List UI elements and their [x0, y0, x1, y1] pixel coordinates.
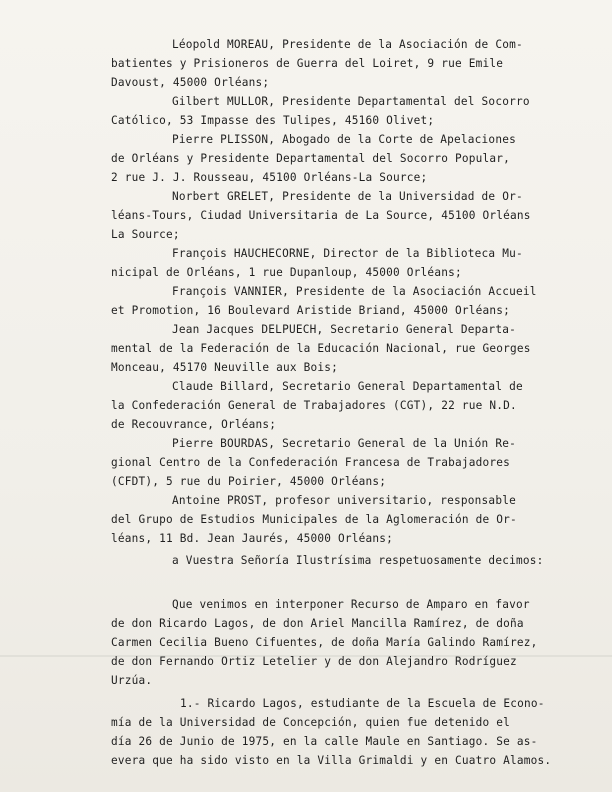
text-line: Católico, 53 Impasse des Tulipes, 45160 Olivet; [111, 114, 435, 127]
text-line: 1.- Ricardo Lagos, estudiante de la Escuela de Econo- [180, 697, 545, 710]
text-line: a Vuestra Señoría Ilustrísima respetuosamente decimos: [172, 554, 544, 567]
text-line: Norbert GRELET, Presidente de la Universidad de Or- [172, 190, 523, 203]
text-line: mía de la Universidad de Concepción, quien fue detenido el [111, 716, 510, 729]
text-line: (CFDT), 5 rue du Poirier, 45000 Orléans; [111, 475, 387, 488]
text-line: Gilbert MULLOR, Presidente Departamental del Socorro [172, 95, 530, 108]
text-line: Claude Billard, Secretario General Departamental de [172, 380, 523, 393]
text-line: del Grupo de Estudios Municipales de la Aglomeración de Or- [111, 513, 517, 526]
text-line: 2 rue J. J. Rousseau, 45100 Orléans-La Source; [111, 171, 428, 184]
text-line: léans-Tours, Ciudad Universitaria de La Source, 45100 Orléans [111, 209, 531, 222]
text-line: Pierre BOURDAS, Secretario General de la Unión Re- [172, 437, 516, 450]
text-line: Davoust, 45000 Orléans; [111, 76, 270, 89]
text-line: Léopold MOREAU, Presidente de la Asociación de Com- [172, 38, 523, 51]
text-line: evera que ha sido visto en la Villa Grimaldi y en Cuatro Alamos. [111, 754, 552, 767]
text-line: léans, 11 Bd. Jean Jaurés, 45000 Orléans; [111, 532, 394, 545]
text-line: día 26 de Junio de 1975, en la calle Maule en Santiago. Se as- [111, 735, 538, 748]
text-line: La Source; [111, 228, 180, 241]
text-line: mental de la Federación de la Educación Nacional, rue Georges [111, 342, 531, 355]
text-line: Jean Jacques DELPUECH, Secretario General Departa- [172, 323, 516, 336]
text-line: batientes y Prisioneros de Guerra del Loiret, 9 rue Emile [111, 57, 504, 70]
text-line: François HAUCHECORNE, Director de la Biblioteca Mu- [172, 247, 523, 260]
text-line: François VANNIER, Presidente de la Asociación Accueil [172, 285, 537, 298]
text-line: de Orléans y Presidente Departamental del Socorro Popular, [111, 152, 510, 165]
text-line: de don Fernando Ortiz Letelier y de don Alejandro Rodríguez [111, 655, 517, 668]
text-line: Urzúa. [111, 674, 153, 687]
text-line: Antoine PROST, profesor universitario, responsable [172, 494, 516, 507]
text-line: nicipal de Orléans, 1 rue Dupanloup, 45000 Orléans; [111, 266, 462, 279]
text-line: Que venimos en interponer Recurso de Amparo en favor [172, 598, 530, 611]
text-line: gional Centro de la Confederación Francesa de Trabajadores [111, 456, 510, 469]
text-line: Carmen Cecilia Bueno Cifuentes, de doña María Galindo Ramírez, [111, 636, 538, 649]
text-line: et Promotion, 16 Boulevard Aristide Briand, 45000 Orléans; [111, 304, 510, 317]
text-line: la Confederación General de Trabajadores (CGT), 22 rue N.D. [111, 399, 517, 412]
text-line: de don Ricardo Lagos, de don Ariel Mancilla Ramírez, de doña [111, 617, 524, 630]
text-line: Monceau, 45170 Neuville aux Bois; [111, 361, 339, 374]
text-line: Pierre PLISSON, Abogado de la Corte de Apelaciones [172, 133, 516, 146]
text-line: de Recouvrance, Orléans; [111, 418, 277, 431]
